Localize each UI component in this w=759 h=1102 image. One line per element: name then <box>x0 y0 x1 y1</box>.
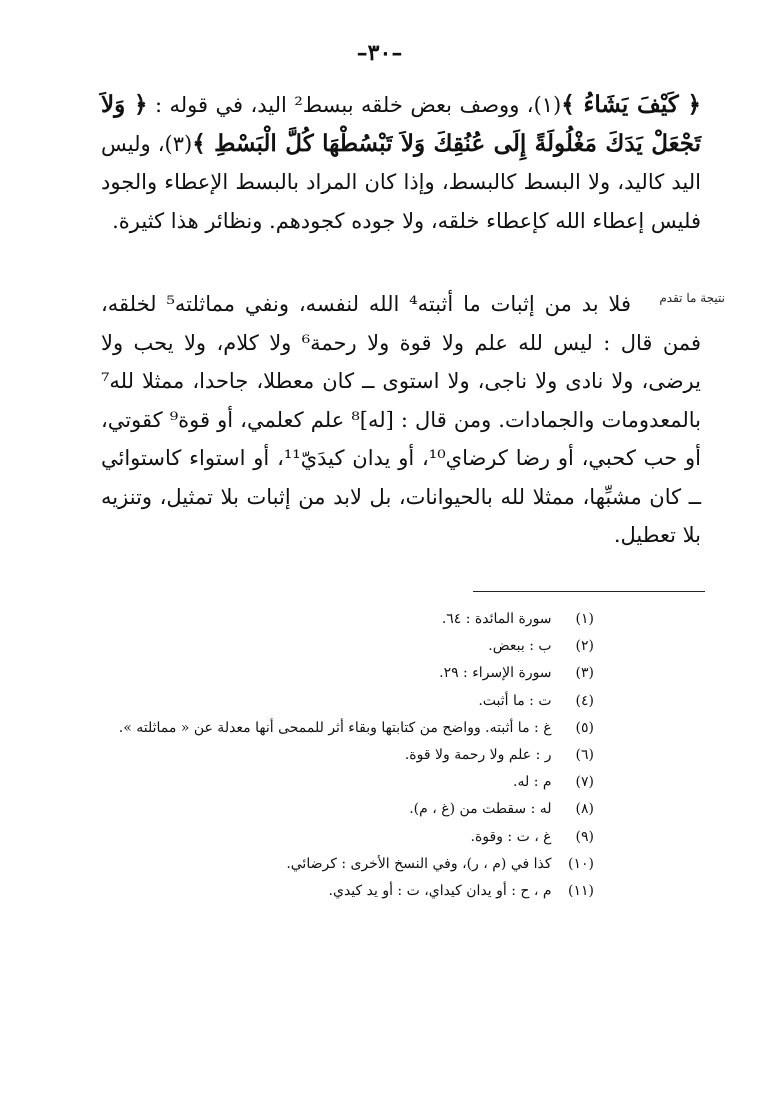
footnote-number: (٤) <box>575 692 594 709</box>
page-number: –٣٠– <box>356 40 403 66</box>
paragraph-1-text-a: (١)، ووصف بعض خلقه ببسط² اليد، في قوله : <box>154 93 562 117</box>
footnote-item <box>74 606 594 633</box>
footnote-item <box>74 715 594 742</box>
footnote-number: (٨) <box>575 801 594 818</box>
footnote-number: (٦) <box>575 747 594 764</box>
footnote-item <box>74 878 594 905</box>
footnote-item <box>74 769 594 796</box>
footnotes <box>74 606 594 905</box>
footnote-text: ر : علم ولا رحمة ولا قوة. <box>404 747 552 764</box>
paragraph-2-text: فلا بد من إثبات ما أثبته⁴ الله لنفسه، ونفي مماثلته⁵ لخلقه، فمن قال : ليس لله علم ولا قوة ولا رحمة⁶ ولا كلام، ولا يحب ولا يرضى، ولا نادى ولا ناجى، ولا استوى ــ كان معطلا، جاحدا، ممثلا لله⁷ بالمعدومات والجمادات. ومن قال : [له]⁸ علم كعلمي، أو قوة⁹ كقوتي، أو حب كحبي، أو رضا كرضاي¹⁰، أو يدان كيدَيّ¹¹، أو استواء كاستوائي ــ كان مشبِّها، ممثلا لله بالحيوانات، بل لابد من إثبات بلا تمثيل، وتنزيه بلا تعطيل. <box>101 292 702 547</box>
paragraph-1 <box>101 86 701 240</box>
footnote-number: (٢) <box>575 638 594 655</box>
footnote-text: سورة الإسراء : ٢٩. <box>439 665 552 682</box>
footnote-text: م ، ح : أو يدان كيداي، ت : أو يد كيدي. <box>328 883 552 900</box>
footnote-number: (١١) <box>568 883 594 900</box>
footnote-text: سورة المائدة : ٦٤. <box>441 611 552 627</box>
footnote-text: له : سقطت من (غ ، م). <box>409 801 552 818</box>
footnote-text: غ ، ت : وقوة. <box>470 828 552 845</box>
footnote-number: (٥) <box>575 719 594 736</box>
footnote-text: كذا في (م ، ر)، وفي النسخ الأخرى : كرضائي. <box>286 855 552 872</box>
paragraph-2 <box>101 285 701 555</box>
footnote-item <box>74 688 594 715</box>
paragraph-1-text-b: (٣)، وليس اليد كاليد، ولا البسط كالبسط، وإذا كان المراد بالبسط الإعطاء والجود فليس إعطاء الله كإعطاء خلقه، ولا جوده كجودهم. ونظائر هذا كثيرة. <box>101 131 701 233</box>
footnote-number: (١) <box>575 611 594 627</box>
footnote-item <box>74 851 594 878</box>
footnote-number: (٣) <box>575 665 594 682</box>
footnote-text: ت : ما أثبت. <box>478 692 552 709</box>
footnote-item <box>74 796 594 823</box>
margin-note: نتيجة ما تقدم <box>659 291 725 305</box>
footnote-item <box>74 633 594 660</box>
quran-verse-1: ﴿ كَيْفَ يَشَاءُ ﴾ <box>561 91 702 118</box>
footnote-number: (٧) <box>575 774 594 791</box>
footnote-item <box>74 824 594 851</box>
footnote-divider <box>473 591 705 592</box>
quran-verse-2: ﴿ وَلاَ تَجْعَلْ يَدَكَ مَغْلُولَةً إِلَى عُنُقِكَ وَلاَ تَبْسُطْهَا كُلَّ الْبَسْطِ ﴾ <box>101 91 701 157</box>
footnote-text: ب : ببعض. <box>488 638 552 655</box>
footnote-number: (١٠) <box>568 855 594 872</box>
footnote-item <box>74 660 594 687</box>
footnote-number: (٩) <box>575 828 594 845</box>
footnote-item <box>74 742 594 769</box>
footnote-text: م : له. <box>513 774 552 791</box>
footnote-text: غ : ما أثبته. وواضح من كتابتها وبقاء أثر للممحى أنها معدلة عن « مماثلته ». <box>118 719 552 736</box>
